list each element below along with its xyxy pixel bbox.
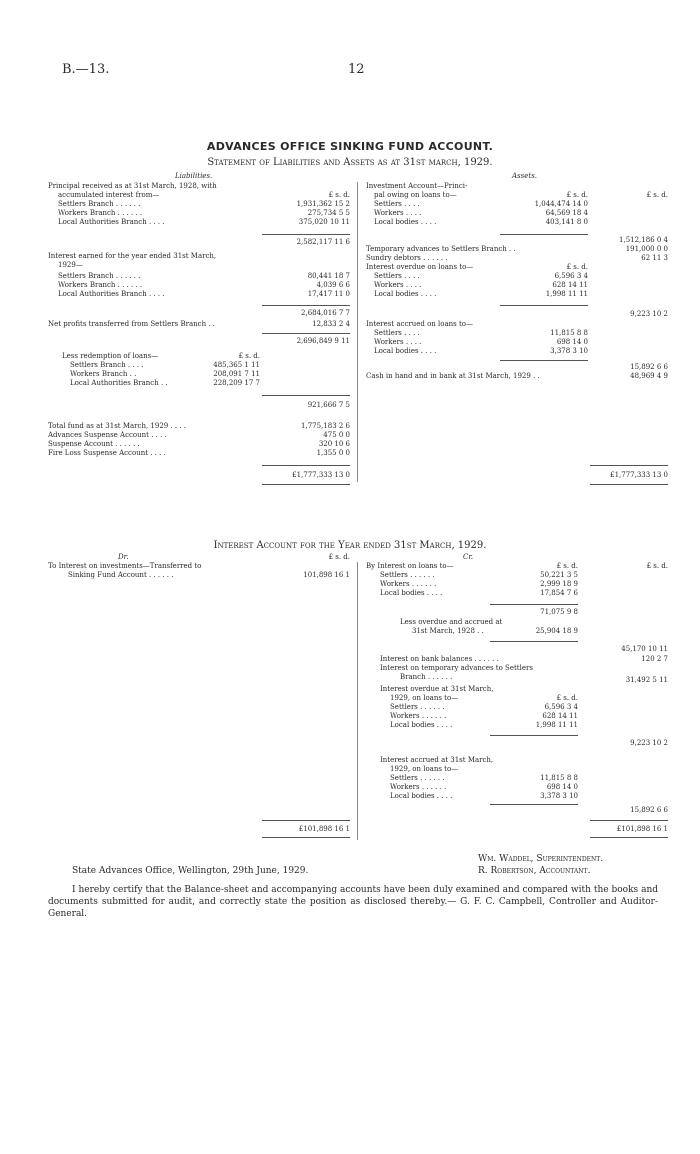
asset-temporary-label: Temporary advances to Settlers Branch . . [366,245,516,253]
cr-temporary-amount: 31,492 5 11 [625,676,668,684]
rule [500,305,588,306]
cr-accrued-total: 15,892 6 6 [630,806,668,814]
cr-by-interest-label: By Interest on loans to— [366,562,454,570]
cr-subtotal: 71,075 9 8 [540,608,578,616]
asset-workers-label: Workers . . . . [374,209,422,217]
rule [490,804,578,805]
credit-heading: Cr. [463,553,474,561]
liab-int-local-amount: 17,417 11 0 [307,290,350,298]
audit-certification: I hereby certify that the Balance-sheet and accompanying accounts have been duly examined and compared with the books and documents submitted for audit, and correctly state the position as disclosed thereby.— G. F. C. Campbell, Controller and Auditor-General. [48,885,658,919]
dr-line2: Sinking Fund Account . . . . . . [68,571,174,579]
asset-sundry-label: Sundry debtors . . . . . . [366,254,448,262]
dr-column-header: £ s. d. [328,553,350,561]
dr-total: £101,898 16 1 [298,825,350,833]
asset-investment-line2: pal owing on loans to— [374,191,457,199]
column-divider [357,182,358,482]
asset-overdue-total: 9,223 10 2 [630,310,668,318]
cr-column-header-outer: £ s. d. [646,562,668,570]
rule [262,395,350,396]
liab-workers-label: Workers Branch . . . . . . [58,209,143,217]
liab-suspense-amount: 320 10 6 [318,440,350,448]
cr-od-workers-amount: 628 14 11 [542,712,578,720]
cr-net-interest-amount: 45,170 10 11 [621,645,668,653]
asset-investment-total: 1,512,186 0 4 [619,236,668,244]
cr-less-amount: 25,904 18 9 [535,627,578,635]
cr-temporary-line2: Branch . . . . . . [400,673,453,681]
rule [500,360,588,361]
rule [262,305,350,306]
rule [262,234,350,235]
assets-heading: Assets. [512,172,538,180]
cr-ac-local-label: Local bodies . . . . [390,792,453,800]
dr-amount: 101,898 16 1 [303,571,350,579]
liab-subtotal1: 2,582,117 11 6 [296,238,350,246]
asset-od-settlers-amount: 6,596 3 4 [554,272,588,280]
asset-od-settlers-label: Settlers . . . . [374,272,420,280]
cr-less-line1: Less overdue and accrued at [400,618,503,626]
asset-sundry-amount: 62 11 3 [641,254,668,262]
liab-interest-line1: Interest earned for the year ended 31st March, [48,252,217,260]
asset-local-label: Local bodies . . . . [374,218,437,226]
liab-int-local-label: Local Authorities Branch . . . . [58,290,165,298]
liab-net-profits-amount: 12,833 2 4 [312,320,350,328]
asset-od-workers-amount: 628 14 11 [552,281,588,289]
rule [262,333,350,334]
cr-od-settlers-amount: 6,596 3 4 [544,703,578,711]
asset-local-amount: 403,141 8 0 [545,218,588,226]
cr-overdue-column-header: £ s. d. [556,694,578,702]
asset-temporary-amount: 191,000 0 0 [625,245,668,253]
liab-total-fund-amount: 1,775,183 2 6 [301,422,350,430]
signature-accountant: R. Robertson, Accountant. [478,866,591,876]
liab-principal-line1: Principal received as at 31st March, 1928, with [48,182,217,190]
rule [490,641,578,642]
asset-overdue-label: Interest overdue on loans to— [366,263,474,271]
cr-ac-local-amount: 3,378 3 10 [540,792,578,800]
cr-local-label: Local bodies . . . . [380,589,443,597]
asset-ac-local-amount: 3,378 3 10 [550,347,588,355]
asset-workers-amount: 64,569 18 4 [545,209,588,217]
liab-less-column-header: £ s. d. [238,352,260,360]
asset-column-header-outer: £ s. d. [646,191,668,199]
rule [590,837,668,838]
document-reference: B.—13. [62,62,110,77]
debit-heading: Dr. [118,553,129,561]
asset-ac-local-label: Local bodies . . . . [374,347,437,355]
liab-red-workers-label: Workers Branch . . [70,370,137,378]
page-number: 12 [348,62,365,77]
liab-column-header: £ s. d. [328,191,350,199]
statement-subtitle: Statement of Liabilities and Assets as at 31st march, 1929. [207,157,493,168]
cr-settlers-label: Settlers . . . . . . [380,571,435,579]
column-divider [357,562,358,840]
rule [490,735,578,736]
liab-subtotal3: 2,696,849 9 11 [296,337,350,345]
liab-less-redemption-label: Less redemption of loans— [62,352,159,360]
cr-od-settlers-label: Settlers . . . . . . [390,703,445,711]
cr-bank-amount: 120 2 7 [641,655,668,663]
rule [262,837,350,838]
asset-overdue-column-header: £ s. d. [566,263,588,271]
liab-advances-suspense-amount: 475 0 0 [323,431,350,439]
rule [500,234,588,235]
liab-int-settlers-amount: 80,441 18 7 [307,272,350,280]
liab-red-workers-amount: 208,091 7 11 [213,370,260,378]
cr-local-amount: 17,854 7 6 [540,589,578,597]
liab-subtotal2: 2,684,016 7 7 [301,309,350,317]
asset-od-workers-label: Workers . . . . [374,281,422,289]
asset-accrued-total: 15,892 6 6 [630,363,668,371]
asset-cash-label: Cash in hand and in bank at 31st March, 1929 . . [366,372,540,380]
asset-cash-amount: 48,969 4 9 [630,372,668,380]
liab-grand-total: £1,777,333 13 0 [292,471,350,479]
liab-settlers-label: Settlers Branch . . . . . . [58,200,141,208]
cr-overdue-line2: 1929, on loans to— [390,694,459,702]
cr-ac-workers-label: Workers . . . . . . [390,783,447,791]
asset-ac-workers-amount: 698 14 0 [556,338,588,346]
liabilities-heading: Liabilities. [175,172,213,180]
liab-int-settlers-label: Settlers Branch . . . . . . [58,272,141,280]
liab-fire-loss-amount: 1,355 0 0 [316,449,350,457]
cr-accrued-line1: Interest accrued at 31st March, [380,756,494,764]
liab-suspense-label: Suspense Account . . . . . . [48,440,140,448]
asset-od-local-label: Local bodies . . . . [374,290,437,298]
office-and-date: State Advances Office, Wellington, 29th June, 1929. [72,866,309,876]
cr-od-local-label: Local bodies . . . . [390,721,453,729]
asset-investment-line1: Investment Account—Princi- [366,182,468,190]
cr-ac-settlers-amount: 11,815 8 8 [540,774,578,782]
liab-local-amount: 375,020 10 11 [298,218,350,226]
rule [590,820,668,821]
liab-red-local-amount: 228,209 17 7 [213,379,260,387]
rule [262,820,350,821]
cr-od-workers-label: Workers . . . . . . [390,712,447,720]
dr-line1: To Interest on investments—Transferred to [48,562,202,570]
asset-settlers-label: Settlers . . . . [374,200,420,208]
liab-int-workers-label: Workers Branch . . . . . . [58,281,143,289]
rule [262,465,350,466]
cr-bank-label: Interest on bank balances . . . . . . [380,655,499,663]
liab-red-local-label: Local Authorities Branch . . [70,379,168,387]
cr-overdue-total: 9,223 10 2 [630,739,668,747]
liab-total-fund-label: Total fund as at 31st March, 1929 . . . . [48,422,187,430]
asset-column-header-inner: £ s. d. [566,191,588,199]
asset-ac-settlers-amount: 11,815 8 8 [550,329,588,337]
signature-superintendent: Wm. Waddel, Superintendent. [478,854,604,864]
cr-column-header-inner: £ s. d. [556,562,578,570]
cr-ac-workers-amount: 698 14 0 [546,783,578,791]
cr-total: £101,898 16 1 [616,825,668,833]
cr-workers-label: Workers . . . . . . [380,580,437,588]
asset-settlers-amount: 1,044,474 14 0 [534,200,588,208]
cr-ac-settlers-label: Settlers . . . . . . [390,774,445,782]
interest-account-title: Interest Account for the Year ended 31st March, 1929. [213,540,487,551]
rule [490,604,578,605]
cr-od-local-amount: 1,998 11 11 [535,721,578,729]
sinking-fund-title: ADVANCES OFFICE SINKING FUND ACCOUNT. [206,140,494,153]
rule [590,484,668,485]
liab-red-settlers-label: Settlers Branch . . . . [70,361,144,369]
cr-accrued-line2: 1929, on loans to— [390,765,459,773]
liab-interest-line2: 1929— [58,261,83,269]
liab-local-label: Local Authorities Branch . . . . [58,218,165,226]
cr-temporary-line1: Interest on temporary advances to Settlers [380,664,533,672]
asset-accrued-label: Interest accrued on loans to— [366,320,473,328]
liab-fire-loss-label: Fire Loss Suspense Account . . . . [48,449,166,457]
liab-redemption-total: 921,666 7 5 [307,401,350,409]
rule [262,484,350,485]
cr-overdue-line1: Interest overdue at 31st March, [380,685,494,693]
liab-principal-line2: accumulated interest from— [58,191,160,199]
cr-settlers-amount: 50,221 3 5 [540,571,578,579]
asset-grand-total: £1,777,333 13 0 [610,471,668,479]
cr-less-line2: 31st March, 1928 . . [412,627,484,635]
liab-advances-suspense-label: Advances Suspense Account . . . . [48,431,167,439]
rule [590,465,668,466]
cr-workers-amount: 2,999 18 9 [540,580,578,588]
liab-net-profits-label: Net profits transferred from Settlers Branch . . [48,320,215,328]
asset-od-local-amount: 1,998 11 11 [545,290,588,298]
liab-red-settlers-amount: 485,365 1 11 [213,361,260,369]
asset-ac-settlers-label: Settlers . . . . [374,329,420,337]
liab-int-workers-amount: 4,039 6 6 [316,281,350,289]
liab-workers-amount: 275,734 5 5 [307,209,350,217]
asset-ac-workers-label: Workers . . . . [374,338,422,346]
liab-settlers-amount: 1,931,362 15 2 [296,200,350,208]
